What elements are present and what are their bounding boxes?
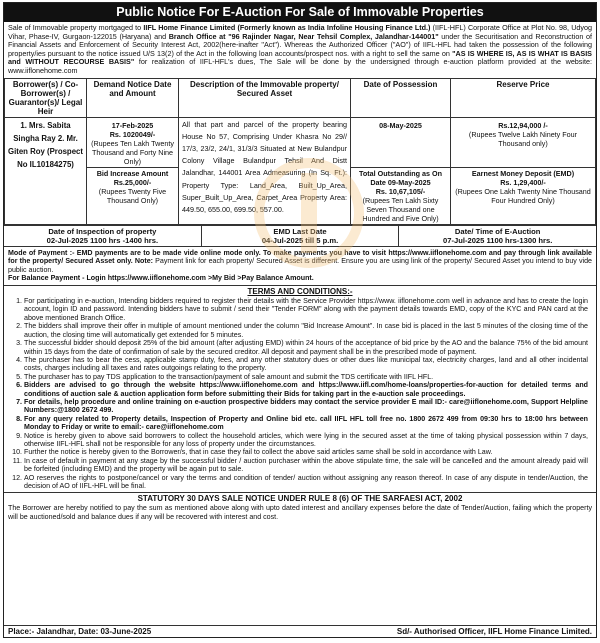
terms-list <box>8 297 592 490</box>
intro-text-1: Sale of Immovable property mortgaged to <box>8 23 144 32</box>
outstanding-label: Total Outstanding as On Date 09-May-2025 <box>359 168 442 187</box>
notice-title: Public Notice For E-Auction For Sale of Immovable Properties <box>4 3 596 22</box>
bid-increase-words: (Rupees Twenty Five Thousand Only) <box>98 186 167 205</box>
notice-page <box>3 2 597 638</box>
header-possession: Date of Possession <box>351 78 451 117</box>
payment-balance: For Balance Payment - Login https://www.iiflonehome.com >My Bid >Pay Balance Amount. <box>8 274 314 283</box>
payment-mode: Mode of Payment :- EMD payments are to be made vide online mode only. To make payments you have to visit https://www.iiflonehome.com and pay through link available for the property/ Secured Asset only. Note: <box>8 248 592 266</box>
term-item: 11. In case of default in payment at any stage by the successful bidder / auction purchaser within the above stipulate time, the sale will be cancelled and the amount already paid will be forfeited (including EMD) and the property will be again put to sale. <box>24 457 588 474</box>
eauction-value: 07-Jul-2025 1100 hrs-1300 hrs. <box>443 235 553 245</box>
payment-section <box>4 246 596 285</box>
demand-amount: Rs. 1020049/- <box>109 129 156 139</box>
emd-last-label: EMD Last Date <box>273 226 327 236</box>
eauction-block <box>399 226 596 246</box>
emd-label: Earnest Money Deposit (EMD) <box>471 168 575 178</box>
statutory-heading: STATUTORY 30 DAYS SALE NOTICE UNDER RULE 8 (6) OF THE SARFAESI ACT, 2002 <box>4 492 596 504</box>
inspection-block <box>4 226 202 246</box>
term-item: 10. Further the notice is hereby given to the Borrower/s, that in case they fail to collect the above said articles same shall be sold in accordance with Law. <box>24 448 588 456</box>
bid-increase-label: Bid Increase Amount <box>96 168 169 178</box>
header-borrower: Borrower(s) / Co- Borrower(s) / Guarantor(s)/ Legal Heir <box>5 78 87 117</box>
inspection-value: 02-Jul-2025 1100 hrs -1400 hrs. <box>46 235 159 245</box>
intro-paragraph <box>4 22 596 78</box>
payment-note: Payment link for each property/ Secured Asset is different. Ensure you are using link of the property/ Secured Asset you intend to buy vide public auction. <box>8 257 592 274</box>
emd-cell <box>451 167 596 224</box>
intro-branch: Branch Office at "96 Rajinder Nagar, Near Tehsil Complex, Jalandhar-144001" <box>168 31 439 41</box>
intro-text-4: for realization of IIFL-HFL's dues, The Sale will be done by the undersigned through e-auction platform provided at the website: www.iiflonehome.com <box>8 57 592 75</box>
inspection-label: Date of Inspection of property <box>48 226 157 236</box>
footer-place-date: Place:- Jalandhar, Date: 03-June-2025 <box>8 627 152 636</box>
possession-cell <box>351 117 451 167</box>
outstanding-amount: Rs. 10,67,105/- <box>375 186 426 196</box>
term-item: 9. Notice is hereby given to above said borrowers to collect the household articles, which were lying in the secured asset at the time of taking physical possession within 7 days, otherwise IIFL-HFL shall not be responsible for any loss of property under the circumstances. <box>24 432 588 449</box>
term-item: 2. The bidders shall improve their offer in multiple of amount mentioned under the column "Bid Increase Amount". In case bid is placed in the last 5 minutes of the closing time of the auction, the closing time will automatically get extended for 5 minutes. <box>24 322 588 339</box>
header-demand: Demand Notice Date and Amount <box>87 78 179 117</box>
term-item: 1. For participating in e-auction, Intending bidders required to register their details with the Service Provider https://www. iiflonehome.com well in advance and has to create the login account, login ID and password. Intending bidders have to submit / send their "Tender FORM" along with the payment details towards EMD, copy of the KYC and PAN card at the above mentioned Branch Office. <box>24 297 588 322</box>
term-item: 4. The purchaser has to bear the cess, applicable stamp duty, fees, and any other statutory dues or other dues like municipal tax, electricity charges, land and all other incidental costs, charges including all taxes and rates outgoings relating to the property. <box>24 356 588 373</box>
header-reserve: Reserve Price <box>451 78 596 117</box>
eauction-label: Date/ Time of E-Auction <box>454 226 541 236</box>
emd-amount: Rs. 1,29,400/- <box>500 177 546 187</box>
intro-text-2: (IIFL-HFL) Corporate Office at Plot No. 98, Udyog Vihar, Phase-IV, Gurgaon-122015 (Haryana) and <box>8 23 592 41</box>
emd-words: (Rupees One Lakh Twenty Nine Thousand Four Hundred Only) <box>455 186 591 205</box>
statutory-text: The Borrower are hereby notified to pay the sum as mentioned above along with upto dated interest and ancillary expenses before the date of Tender/Auction, failing which the property will be auctioned/sold and balance dues if any will be recovered with interest and cost. <box>8 504 592 521</box>
term-item: 8. For any query related to Property details, Inspection of Property and Online bid etc. call IIFL HFL toll free no. 1800 2672 499 from 09:30 hrs to 18:00 hrs between Monday to Friday or write to email:- care@iiflonehome.com <box>24 415 588 432</box>
reserve-cell <box>451 117 596 167</box>
demand-words: (Rupees Ten Lakh Twenty Thousand and Forty Nine Only) <box>91 138 174 166</box>
header-description: Description of the Immovable property/ Secured Asset <box>179 78 351 117</box>
possession-date: 08-May-2025 <box>379 120 422 130</box>
property-table <box>4 78 596 225</box>
demand-date: 17-Feb-2025 <box>111 120 154 130</box>
intro-company: IIFL Home Finance Limited (Formerly known as India Infoline Housing Finance Ltd.) <box>143 23 431 32</box>
intro-basis: "AS IS WHERE IS, AS IS WHAT IS BASIS and WITHOUT RECOURSE BASIS" <box>8 48 592 67</box>
footer <box>4 625 596 637</box>
term-item: 12. AO reserves the rights to postpone/cancel or vary the terms and condition of tender/ auction without assigning any reason thereof. In case of any dispute in tender/Auction, the decision of AO of IIFL-HFL will be final. <box>24 474 588 491</box>
term-item: 3. The successful bidder should deposit 25% of the bid amount (after adjusting EMD) within 24 hours of the acceptance of bid price by the AO and the balance 75% of the bid amount within 15 days from the date of confirmation of sale by the secured creditor. All deposit and payment shall be in the prescribed mode of payment. <box>24 339 588 356</box>
property-description: All that part and parcel of the property bearing House No 57, Comprising Under Khasra No 29// 17/3, 23/2, 24/1, 31/3/3 Situated at New Bulandpur Colony Village Bulandpur Tehsil And Distt Jalandhar, 144001 Area Admeasuring (In Sq. Ft.): Property Type: Land_Area, Built_Up_Area, Super_Built_Up_Area, Carpet_Area Property Area: 449.50, 655.00, 699.50, 557.00. <box>179 117 351 224</box>
demand-cell <box>87 117 179 167</box>
terms-heading: TERMS AND CONDITIONS:- <box>247 286 353 296</box>
bid-increase-amount: Rs.25,000/- <box>113 177 152 187</box>
term-item: 6. Bidders are advised to go through the website https://www.iiflonehome.com and https://www.iifl.com/home-loans/properties-for-auction for detailed terms and conditions of auction sale & auction application form before submitting their Bids for taking part in the e-auction sale proceedings. <box>24 381 588 398</box>
outstanding-cell <box>351 167 451 224</box>
borrower-names: 1. Mrs. Sabita Singha Ray 2. Mr. Giten Roy (Prospect No IL10184275) <box>5 117 87 224</box>
term-item: 5. The purchaser has to pay TDS application to the transaction/payment of sale amount and submit the TDS certificate with IIFL HFL. <box>24 373 588 381</box>
dates-row <box>4 225 596 246</box>
footer-signatory: Sd/- Authorised Officer, IIFL Home Finance Limited. <box>396 627 592 636</box>
terms-section <box>4 285 596 493</box>
reserve-amount: Rs.12,94,000 /- <box>498 120 548 130</box>
emd-last-value: 04-Jul-2025 till 5 p.m. <box>261 235 339 245</box>
emd-last-block <box>202 226 400 246</box>
intro-text-3: under the Securitisation and Reconstruction of Financial Assets and Enforcement of Security Interest Act, 2002(here-inafter "Act"). Whereas the Authorized Officer ("AO") of IIFL-HFL had taken the possession of the following property/ies pursuant to the notice issued U/S 13(2) of the Act in the following loan accounts/prospect nos. with a right to sell the same on <box>8 31 592 58</box>
bid-increase-cell <box>87 167 179 224</box>
term-item: 7. For details, help procedure and online training on e-auction prospective bidders may contact the service provider E mail ID:- care@iiflonehome.com, Support Helpline Numbers:@1800 2672 499. <box>24 398 588 415</box>
outstanding-words: (Rupees Ten Lakh Sixty Seven Thousand one Hundred and Five Only) <box>362 195 439 223</box>
reserve-words: (Rupees Twelve Lakh Ninety Four Thousand only) <box>468 129 578 148</box>
